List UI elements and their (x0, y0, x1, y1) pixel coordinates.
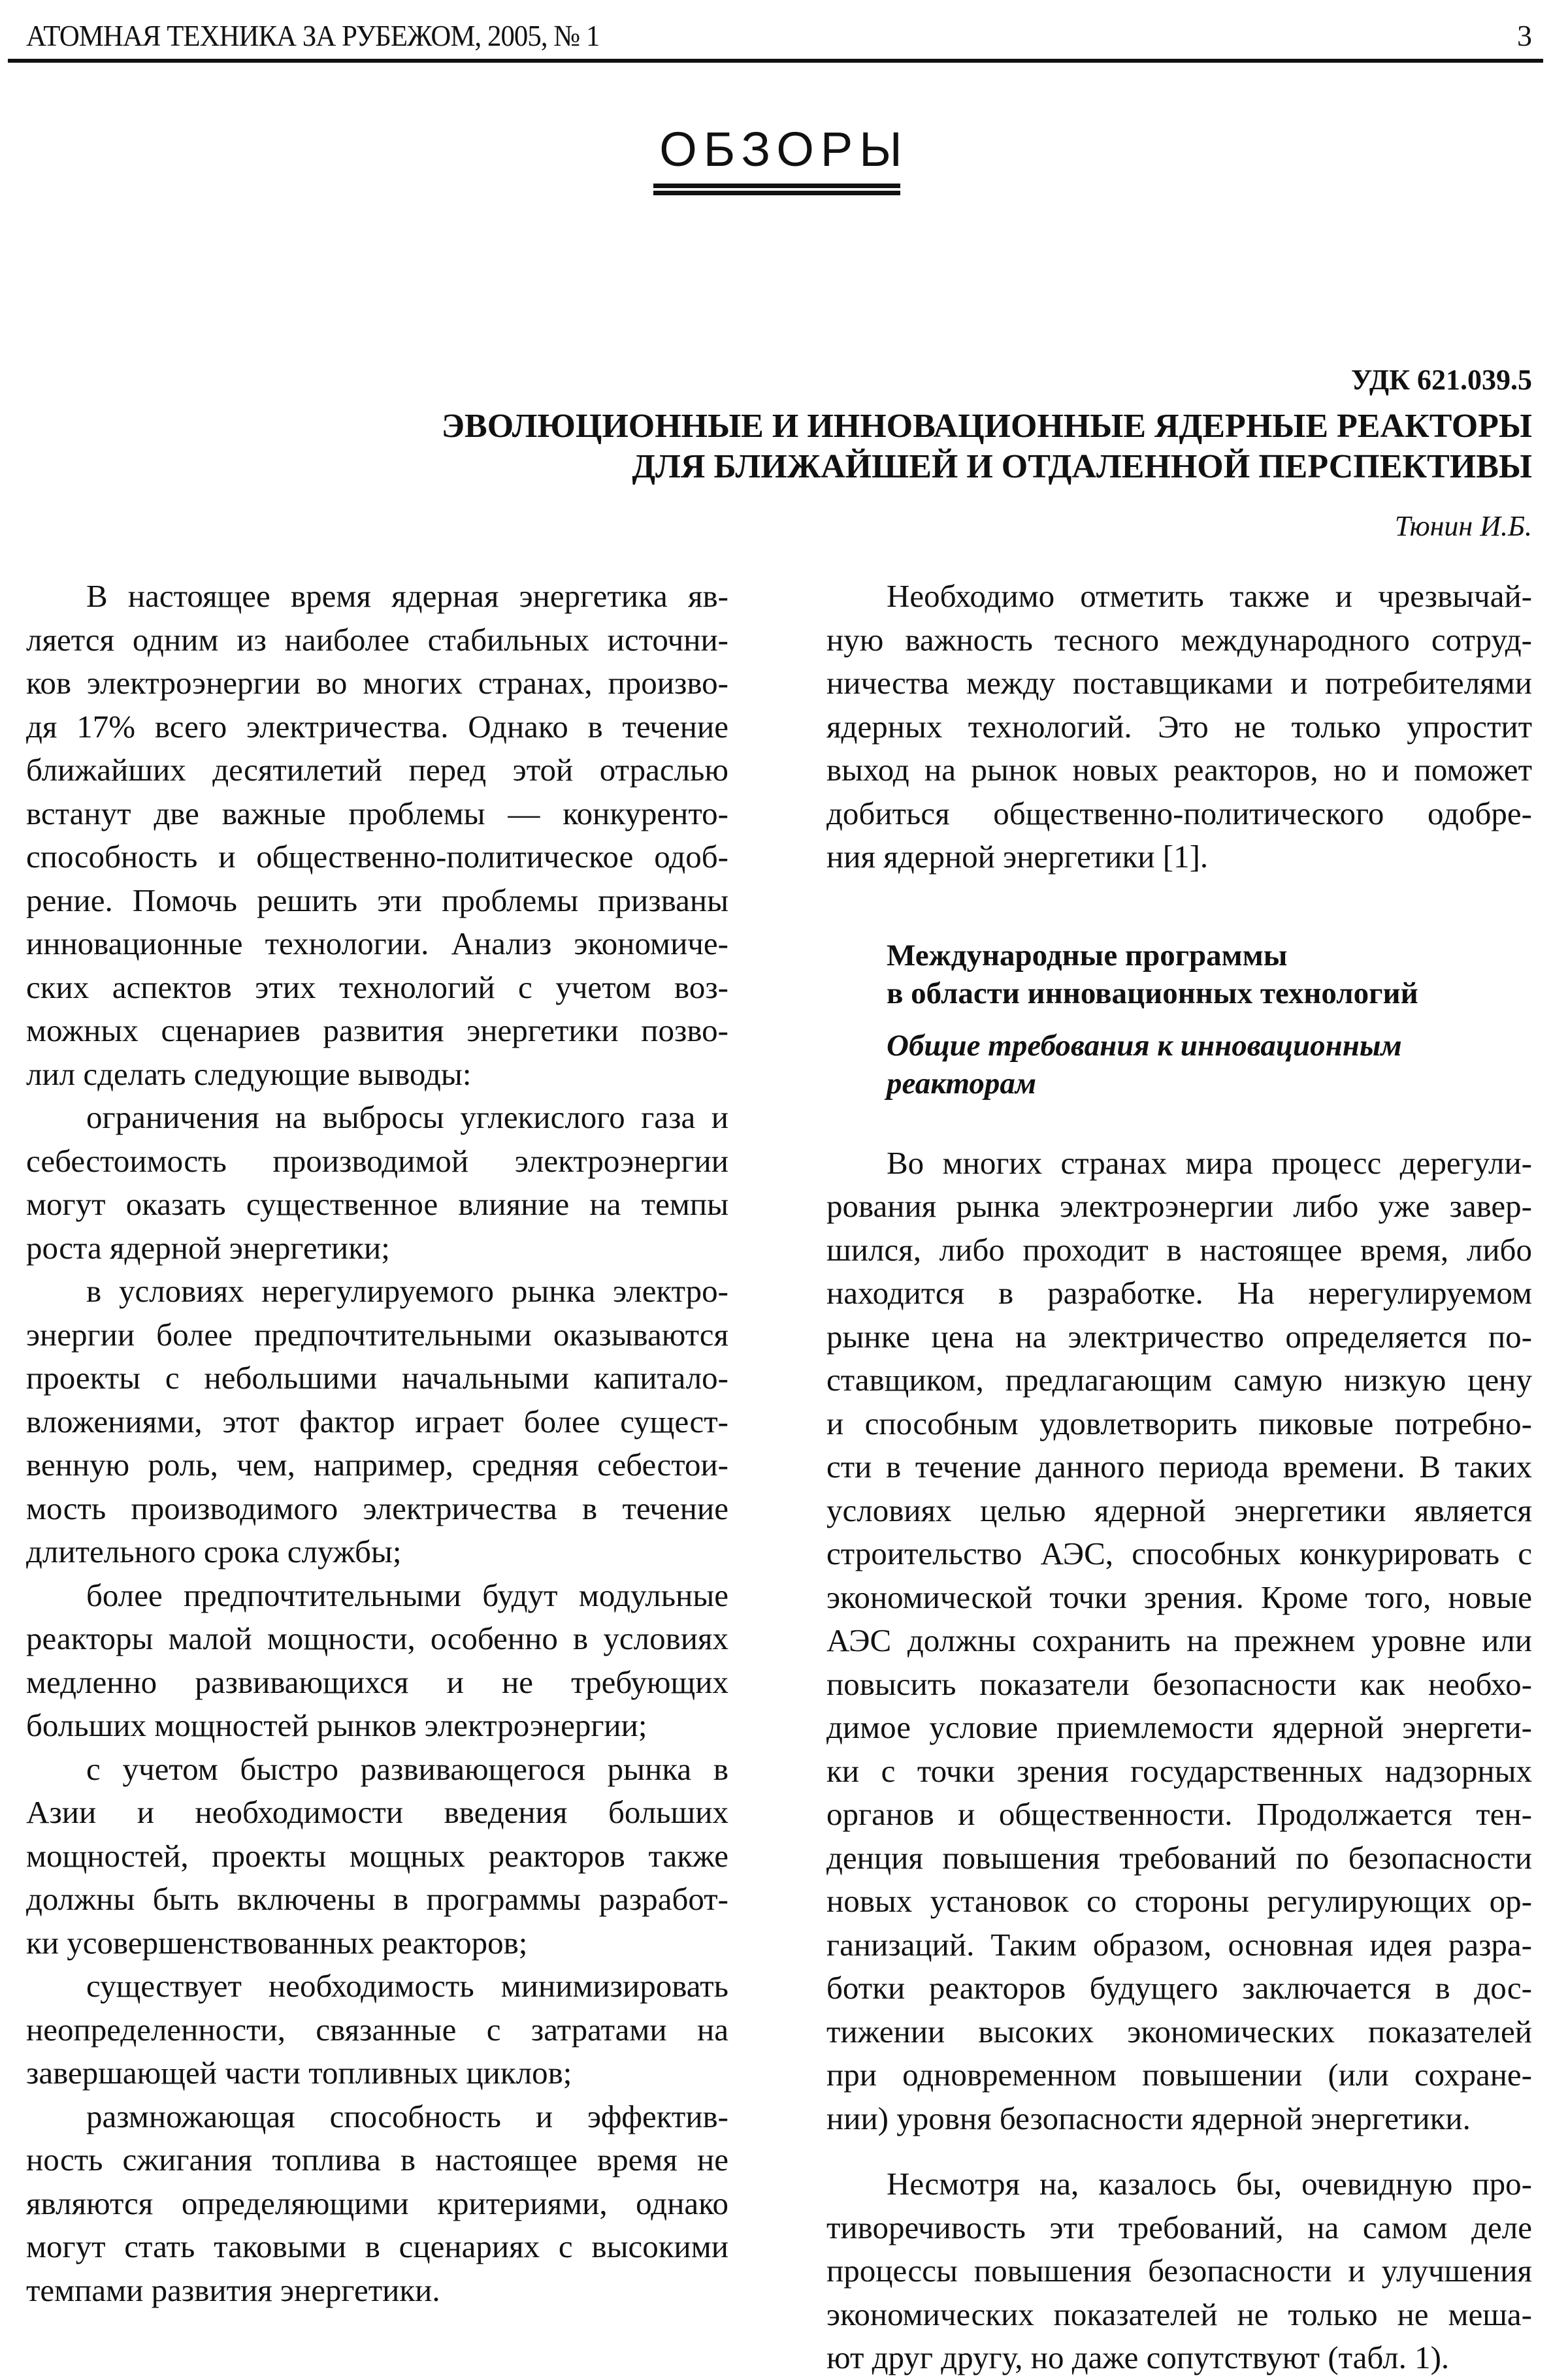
text-line: выход на рынок новых реакторов, но и поможет (826, 752, 1532, 788)
text-line: более предпочтительными будут модульные (86, 1577, 728, 1613)
udk-code: УДК 621.039.5 (1350, 364, 1532, 396)
text-line: венную роль, чем, например, средняя себестои- (26, 1447, 728, 1483)
paragraph (26, 575, 728, 1096)
text-line: ганизаций. Таким образом, основная идея разра- (826, 1926, 1532, 1963)
right-column (826, 575, 1532, 2380)
article-title (442, 406, 1532, 487)
text-line: и способным удовлетворить пиковые потребно- (826, 1405, 1532, 1441)
text-line: должны быть включены в программы разработ- (26, 1881, 728, 1917)
intro-paragraph (826, 575, 1532, 879)
text-line: ближайших десятилетий перед этой отраслью (26, 752, 728, 788)
text-line: сти в течение данного периода времени. В таких (826, 1449, 1532, 1485)
text-line: процессы повышения безопасности и улучшения (826, 2253, 1532, 2289)
text-line: ки усовершенствованных реакторов; (26, 1924, 528, 1961)
text-line: Несмотря на, казалось бы, очевидную про- (887, 2166, 1532, 2202)
text-line: завершающей части топливных циклов; (26, 2055, 572, 2091)
section-title-underline (653, 184, 900, 188)
author: Тюнин И.Б. (1394, 510, 1532, 542)
text-line: рынке цена на электричество определяется по- (826, 1318, 1532, 1355)
spacer (826, 1102, 1532, 1142)
paragraph (826, 2163, 1532, 2380)
text-line: тижении высоких экономических показателей (826, 2013, 1532, 2050)
text-line: димое условие приемлемости ядерной энергети- (826, 1709, 1532, 1745)
page-number: 3 (1517, 19, 1532, 52)
title-line: ДЛЯ БЛИЖАЙШЕЙ И ОТДАЛЕННОЙ ПЕРСПЕКТИВЫ (632, 448, 1532, 485)
title-line: ЭВОЛЮЦИОННЫЕ И ИННОВАЦИОННЫЕ ЯДЕРНЫЕ РЕАКТОРЫ (441, 408, 1532, 445)
text-line: рования рынка электроэнергии либо уже завер- (826, 1188, 1532, 1224)
text-line: проекты с небольшими начальными капитало- (26, 1360, 728, 1396)
text-line: органов и общественности. Продолжается тен- (826, 1796, 1532, 1832)
text-line: ограничения на выбросы углекислого газа и (86, 1099, 728, 1135)
text-line: ничества между поставщиками и потребителями (826, 665, 1532, 701)
paragraph (26, 1748, 728, 1965)
subheading-line: Общие требования к инновационным (887, 1028, 1402, 1063)
text-line: тиворечивость эти требований, на самом деле (826, 2209, 1532, 2245)
text-line: Во многих странах мира процесс дерегули- (887, 1144, 1532, 1181)
text-line: реакторы малой мощности, особенно в условиях (26, 1620, 728, 1656)
paragraph (26, 1574, 728, 1748)
text-line: роста ядерной энергетики; (26, 1229, 390, 1266)
text-line: повысить показатели безопасности как необхо- (826, 1665, 1532, 1702)
text-line: ния ядерной энергетики [1]. (826, 839, 1209, 875)
subheading-line: реакторам (887, 1066, 1037, 1101)
text-line: встанут две важные проблемы — конкуренто- (26, 795, 728, 831)
text-line: нии) уровня безопасности ядерной энергетики. (826, 2100, 1471, 2136)
heading-line: Международные программы (887, 938, 1288, 973)
text-line: энергии более предпочтительными оказываются (26, 1316, 728, 1353)
text-line: себестоимость производимой электроэнергии (26, 1142, 728, 1179)
text-line: ков электроэнергии во многих странах, произво- (26, 665, 728, 701)
text-line: мость производимого электричества в течение (26, 1490, 728, 1526)
text-line: Азии и необходимости введения больших (26, 1794, 728, 1830)
paragraph (826, 1142, 1532, 2141)
text-line: являются определяющими критериями, однако (26, 2185, 728, 2221)
subsection-heading (826, 1027, 1532, 1102)
text-line: дя 17% всего электричества. Однако в течение (26, 708, 728, 745)
text-line: мощностей, проекты мощных реакторов также (26, 1837, 728, 1874)
text-line: Необходимо отметить также и чрезвычай- (887, 578, 1532, 614)
text-line: ность сжигания топлива в настоящее время не (26, 2142, 728, 2178)
heading-line: в области инновационных технологий (887, 976, 1418, 1010)
text-line: при одновременном повышении (или сохране- (826, 2057, 1532, 2093)
text-line: ют друг другу, но даже сопутствуют (табл. 1). (826, 2340, 1450, 2375)
text-line: можных сценариев развития энергетики позво- (26, 1012, 728, 1048)
left-column (26, 575, 728, 2312)
section-title: ОБЗОРЫ (659, 122, 909, 176)
text-line: новых установок со стороны регулирующих ор- (826, 1883, 1532, 1919)
text-line: добиться общественно-политического одобре- (826, 795, 1532, 831)
text-line: длительного срока службы; (26, 1534, 402, 1569)
text-line: ки с точки зрения государственных надзорных (826, 1752, 1532, 1789)
paragraph (26, 2095, 728, 2313)
text-line: находится в разработке. На нерегулируемом (826, 1275, 1532, 1311)
text-line: могут стать таковыми в сценариях с высокими (26, 2228, 728, 2264)
paragraph (26, 1270, 728, 1574)
running-head: АТОМНАЯ ТЕХНИКА ЗА РУБЕЖОМ, 2005, № 1 (26, 19, 600, 52)
text-line: ставщиком, предлагающим самую низкую цену (826, 1362, 1532, 1398)
text-line: размножающая способность и эффектив- (86, 2098, 728, 2134)
text-line: экономических показателей не только не меша- (826, 2296, 1532, 2332)
text-line: шился, либо проходит в настоящее время, либо (826, 1231, 1532, 1268)
text-line: неопределенности, связанные с затратами на (26, 2011, 728, 2048)
text-line: с учетом быстро развивающегося рынка в (86, 1750, 728, 1787)
text-line: условиях целью ядерной энергетики является (826, 1492, 1532, 1528)
text-line: экономической точки зрения. Кроме того, новые (826, 1579, 1532, 1615)
spacer (826, 2140, 1532, 2163)
text-line: ских аспектов этих технологий с учетом воз- (26, 969, 728, 1005)
spacer (826, 879, 1532, 937)
text-line: АЭС должны сохранить на прежнем уровне или (826, 1622, 1532, 1658)
text-line: вложениями, этот фактор играет более сущест- (26, 1403, 728, 1439)
text-line: ботки реакторов будущего заключается в дос- (826, 1970, 1532, 2006)
text-line: темпами развития энергетики. (26, 2272, 440, 2308)
text-line: лил сделать следующие выводы: (26, 1055, 472, 1092)
text-line: ядерных технологий. Это не только упростит (826, 708, 1532, 745)
text-line: денция повышения требований по безопасности (826, 1839, 1532, 1876)
text-line: могут оказать существенное влияние на темпы (26, 1186, 728, 1222)
section-title-underline (653, 191, 900, 195)
section-heading (826, 937, 1532, 1012)
text-line: ляется одним из наиболее стабильных источни- (26, 621, 728, 658)
text-line: в условиях нерегулируемого рынка электро- (86, 1273, 728, 1309)
text-line: медленно развивающихся и не требующих (26, 1664, 728, 1700)
text-line: рение. Помочь решить эти проблемы призваны (26, 882, 728, 918)
text-line: способность и общественно-политическое одоб- (26, 839, 728, 875)
text-line: больших мощностей рынков электроэнергии; (26, 1707, 647, 1743)
paragraph (26, 1096, 728, 1270)
text-line: инновационные технологии. Анализ экономиче- (26, 925, 728, 961)
text-line: В настоящее время ядерная энергетика яв- (86, 578, 728, 614)
paragraph (26, 1965, 728, 2095)
header-rule (8, 59, 1543, 63)
text-line: существует необходимость минимизировать (86, 1968, 728, 2004)
text-line: ную важность тесного международного сотруд- (826, 621, 1532, 658)
text-line: строительство АЭС, способных конкурировать с (826, 1536, 1532, 1571)
